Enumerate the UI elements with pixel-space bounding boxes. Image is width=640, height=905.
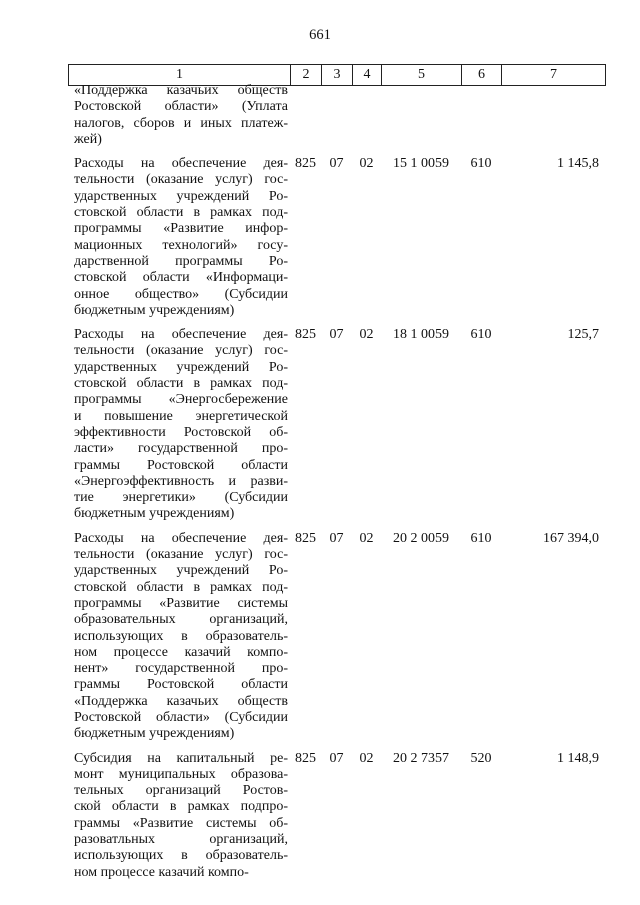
table-row (68, 319, 605, 523)
description-line: тие энергетики» (Субсидии (74, 490, 288, 506)
target-article-code (381, 83, 461, 148)
description-line: ном процессе казачий компо- (74, 864, 249, 880)
description-line: бюджетным учреждениям) (74, 302, 235, 318)
description-line: дарственной программы Ро- (74, 253, 288, 269)
header-col-3: 3 (322, 65, 353, 86)
description-line: тельных организаций Ростов- (74, 783, 288, 799)
description-line: Расходы на обеспечение дея- (74, 327, 288, 343)
description-line: мационных технологий» госу- (74, 237, 288, 253)
expense-type-code: 610 (470, 530, 492, 546)
description-line: ударственных учреждений Ро- (74, 188, 288, 204)
description-line: программы «Развитие системы (74, 595, 288, 611)
description-line: онное общество» (Субсидии (74, 286, 288, 302)
description-line: Ростовской области» (Субсидии (74, 709, 288, 725)
description-line: стовской области в рамках под- (74, 205, 288, 221)
row-description (68, 319, 290, 523)
ministry-code: 825 (295, 156, 316, 172)
description-line: и повышение энергетической (74, 408, 288, 424)
table-row (68, 743, 605, 881)
row-description (68, 148, 290, 319)
table-row (68, 148, 605, 319)
subsection-code: 02 (359, 750, 374, 766)
description-line: тельности (оказание услуг) гос- (74, 343, 288, 359)
row-description (68, 743, 290, 881)
description-line: ном процессе казачий компо- (74, 644, 288, 660)
target-article-code: 18 1 0059 (393, 327, 449, 343)
subsection-code: 02 (359, 156, 374, 172)
description-line: ской области в рамках подпро- (74, 799, 288, 815)
description-line: налогов, сборов и иных платеж- (74, 115, 288, 131)
description-line: стовской области в рамках под- (74, 579, 288, 595)
description-line: монт муниципальных образова- (74, 766, 288, 782)
description-line: «Поддержка казачьих обществ (74, 693, 288, 709)
target-article-code: 15 1 0059 (393, 156, 449, 172)
description-line: эффективности Ростовской об- (74, 424, 288, 440)
header-col-1: 1 (69, 65, 291, 86)
description-line: Расходы на обеспечение дея- (74, 530, 288, 546)
description-line: образовательных организаций, (74, 612, 288, 628)
description-line: стовской области «Информаци- (74, 270, 288, 286)
amount: 1 145,8 (557, 156, 599, 172)
description-line: граммы «Развитие системы об- (74, 815, 288, 831)
description-line: использующих в образователь- (74, 628, 288, 644)
description-line: программы «Энергосбережение (74, 392, 288, 408)
row-description (68, 83, 290, 148)
expense-type-code: 520 (470, 750, 492, 766)
target-article-code: 20 2 0059 (393, 530, 449, 546)
description-line: «Энергоэффективность и разви- (74, 473, 288, 489)
row-description (68, 523, 290, 743)
expense-type-code: 610 (470, 156, 492, 172)
page-number: 661 (309, 27, 331, 43)
table-row (68, 523, 605, 743)
ministry-code: 825 (295, 750, 316, 766)
description-line: программы «Развитие инфор- (74, 221, 288, 237)
amount (501, 83, 605, 148)
description-line: использующих в образователь- (74, 848, 288, 864)
description-line: ударственных учреждений Ро- (74, 563, 288, 579)
ministry-code: 825 (295, 530, 316, 546)
ministry-code (290, 83, 321, 148)
amount: 167 394,0 (543, 530, 599, 546)
description-line: «Поддержка казачьих обществ (74, 83, 288, 98)
description-line: тельности (оказание услуг) гос- (74, 547, 288, 563)
description-line: стовской области в рамках под- (74, 376, 288, 392)
expense-type-code (461, 83, 501, 148)
header-col-2: 2 (291, 65, 322, 86)
description-line: граммы Ростовской области (74, 457, 288, 473)
target-article-code: 20 2 7357 (393, 750, 449, 766)
header-col-5: 5 (382, 65, 462, 86)
description-line: Расходы на обеспечение дея- (74, 156, 288, 172)
amount: 125,7 (567, 327, 599, 343)
section-code: 07 (329, 750, 344, 766)
description-line: жей) (74, 131, 102, 147)
description-line: Субсидия на капитальный ре- (74, 750, 288, 766)
section-code: 07 (329, 327, 344, 343)
subsection-code (352, 83, 381, 148)
amount: 1 148,9 (557, 750, 599, 766)
table-row (68, 83, 605, 148)
section-code (321, 83, 352, 148)
section-code: 07 (329, 156, 344, 172)
expense-type-code: 610 (470, 327, 492, 343)
ministry-code: 825 (295, 327, 316, 343)
description-line: разоватльных организаций, (74, 832, 288, 848)
subsection-code: 02 (359, 530, 374, 546)
header-col-7: 7 (502, 65, 606, 86)
description-line: нент» государственной про- (74, 661, 288, 677)
description-line: бюджетным учреждениям) (74, 506, 235, 522)
description-line: граммы Ростовской области (74, 677, 288, 693)
description-line: тельности (оказание услуг) гос- (74, 172, 288, 188)
header-col-4: 4 (353, 65, 382, 86)
description-line: ласти» государственной про- (74, 441, 288, 457)
description-line: бюджетным учреждениям) (74, 726, 235, 742)
section-code: 07 (329, 530, 344, 546)
subsection-code: 02 (359, 327, 374, 343)
budget-table (68, 83, 605, 881)
header-col-6: 6 (462, 65, 502, 86)
description-line: ударственных учреждений Ро- (74, 359, 288, 375)
description-line: Ростовской области» (Уплата (74, 99, 288, 115)
